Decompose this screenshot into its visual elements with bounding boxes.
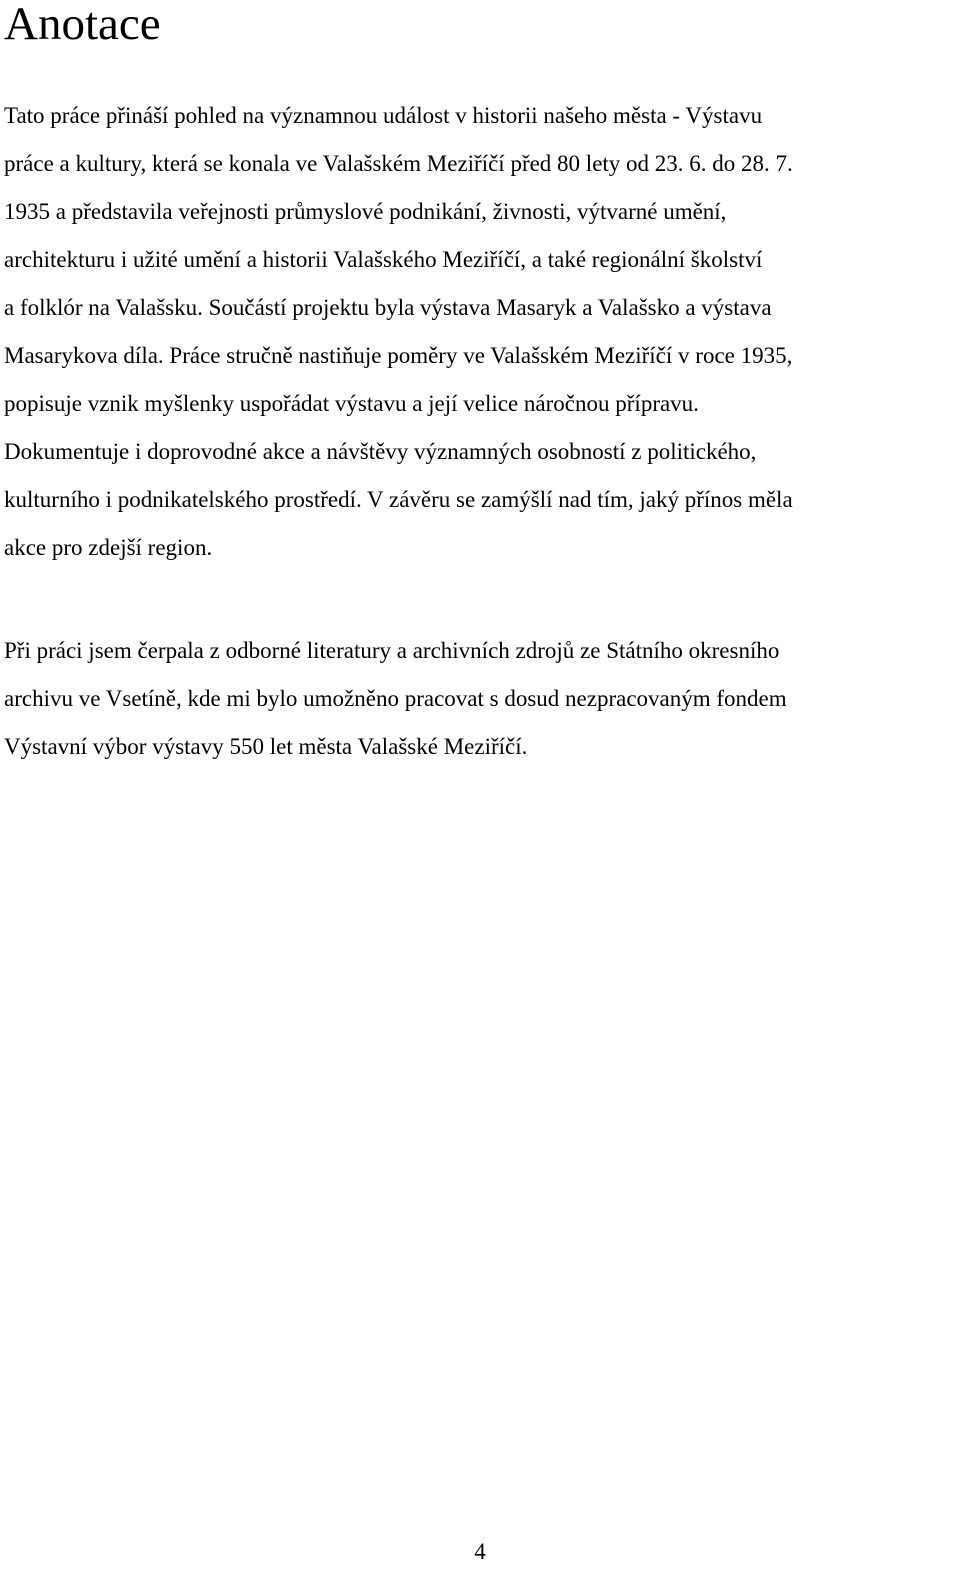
text-line: práce a kultury, která se konala ve Valašském Meziříčí před 80 lety od 23. 6. do 28. 7. bbox=[4, 151, 793, 176]
annotation-paragraph-1 bbox=[4, 92, 950, 572]
text-line: popisuje vznik myšlenky uspořádat výstavu a její velice náročnou přípravu. bbox=[4, 391, 699, 416]
text-line: architekturu i užité umění a historii Valašského Meziříčí, a také regionální školství bbox=[4, 247, 763, 272]
page-title: Anotace bbox=[4, 0, 161, 50]
page-number: 4 bbox=[474, 1539, 486, 1564]
text-line: Masarykova díla. Práce stručně nastiňuje poměry ve Valašském Meziříčí v roce 1935, bbox=[4, 343, 793, 368]
text-line: archivu ve Vsetíně, kde mi bylo umožněno pracovat s dosud nezpracovaným fondem bbox=[4, 686, 787, 711]
text-line: Tato práce přináší pohled na významnou událost v historii našeho města - Výstavu bbox=[4, 103, 763, 128]
text-line: Dokumentuje i doprovodné akce a návštěvy významných osobností z politického, bbox=[4, 439, 757, 464]
text-line: Výstavní výbor výstavy 550 let města Valašské Meziříčí. bbox=[4, 734, 528, 759]
text-line: 1935 a představila veřejnosti průmyslové podnikání, živnosti, výtvarné umění, bbox=[4, 199, 727, 224]
text-line: Při práci jsem čerpala z odborné literatury a archivních zdrojů ze Státního okresního bbox=[4, 638, 780, 663]
annotation-paragraph-2 bbox=[4, 627, 950, 771]
text-line: akce pro zdejší region. bbox=[4, 535, 213, 560]
text-line: kulturního i podnikatelského prostředí. V závěru se zamýšlí nad tím, jaký přínos měla bbox=[4, 487, 793, 512]
text-line: a folklór na Valašsku. Součástí projektu byla výstava Masaryk a Valašsko a výstava bbox=[4, 295, 772, 320]
